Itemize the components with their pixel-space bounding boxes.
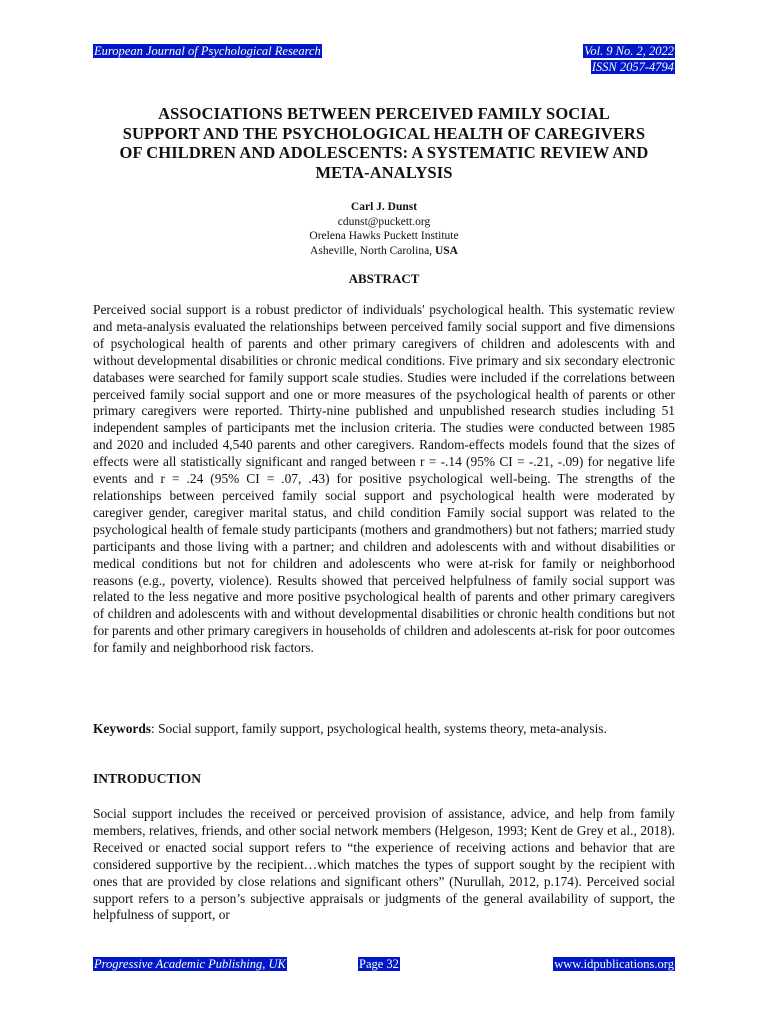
introduction-body: Social support includes the received or perceived provision of assistance, advice, and help from family members, relatives, friends, and other social network members (Helgeson, 1993; Kent de Grey et al., 2018). Received or enacted social support refers to “the experience of receiving actions and behavior that are considered supportive by the recipient…which matches the types of support sought by the recipient with ones that are provided by close relations and significant others” (Nurullah, 2012, p.174). Perceived social support refers to a person’s subjective appraisals or judgments of the general availability of support, the helpfulness of support, or [93,806,675,923]
paper-title [93,104,675,182]
issue-info [583,44,675,74]
issn: ISSN 2057-4794 [591,60,674,74]
publisher: Progressive Academic Publishing, UK [94,957,286,971]
abstract-heading: ABSTRACT [348,271,420,286]
keywords-label: Keywords [93,721,152,736]
running-footer [93,957,675,973]
abstract-body: Perceived social support is a robust predictor of individuals' psychological health. This systematic review and meta-analysis evaluated the relationships between perceived family social support and five dimensions of psychological health of parents and other primary caregivers of children and adolescents with and without developmental disabilities or chronic medical conditions. Five primary and six secondary electronic databases were searched for family support scale studies. Studies were included if the correlations between perceived family social support and one or more measures of the psychological health of parents or other primary caregivers were reported. Thirty-nine published and unpublished research studies including 51 independent samples of participants met the inclusion criteria. The studies were conducted between 1985 and 2020 and included 4,540 parents and other caregivers. Random-effects models found that the sizes of effects were all statistically significant and ranged between r = -.14 (95% CI = -.21, -.09) for negative life events and r = .24 (95% CI = .07, .43) for positive psychological well-being. The strengths of the relationships between perceived family social support and psychological health were moderated by caregiver gender, caregiver marital status, and child condition Family social support was related to the psychological health of female study participants (mothers and grandmothers) but not fathers; married study participants and those living with a partner; and children and adolescents with and without disabilities or medical conditions but not for children and adolescents who were at-risk for family or neighborhood reasons (e.g., poverty, violence). Results showed that perceived helpfulness of family social support was related to the less negative and more positive psychological health of parents and other primary caregivers of children and adolescents with and without developmental disabilities or chronic health conditions but not for parents and other primary caregivers in households of children and adolescents at-risk for poor outcomes for family and neighborhood risk factors. [93,302,675,656]
volume-issue: Vol. 9 No. 2, 2022 [584,44,674,58]
author-email: cdunst@puckett.org [337,215,431,228]
running-header [93,44,675,78]
author-country: USA [434,244,458,257]
title-line: ASSOCIATIONS BETWEEN PERCEIVED FAMILY SOCIAL [158,104,610,123]
journal-name: European Journal of Psychological Research [94,44,321,58]
title-line: META-ANALYSIS [315,162,453,182]
author-block [93,200,675,258]
author-institute: Orelena Hawks Puckett Institute [309,230,459,242]
keywords-text: : Social support, family support, psychological health, systems theory, meta-analysis. [151,721,607,736]
introduction-heading: INTRODUCTION [93,771,202,786]
page-number: Page 32 [359,957,399,971]
title-line: OF CHILDREN AND ADOLESCENTS: A SYSTEMATIC REVIEW AND [119,143,649,162]
author-name: Carl J. Dunst [350,201,418,213]
author-location: Asheville, North Carolina, USA [310,244,458,257]
keywords [93,721,675,738]
title-line: SUPPORT AND THE PSYCHOLOGICAL HEALTH OF CAREGIVERS [122,123,646,143]
publisher-url[interactable]: www.idpublications.org [554,957,674,971]
